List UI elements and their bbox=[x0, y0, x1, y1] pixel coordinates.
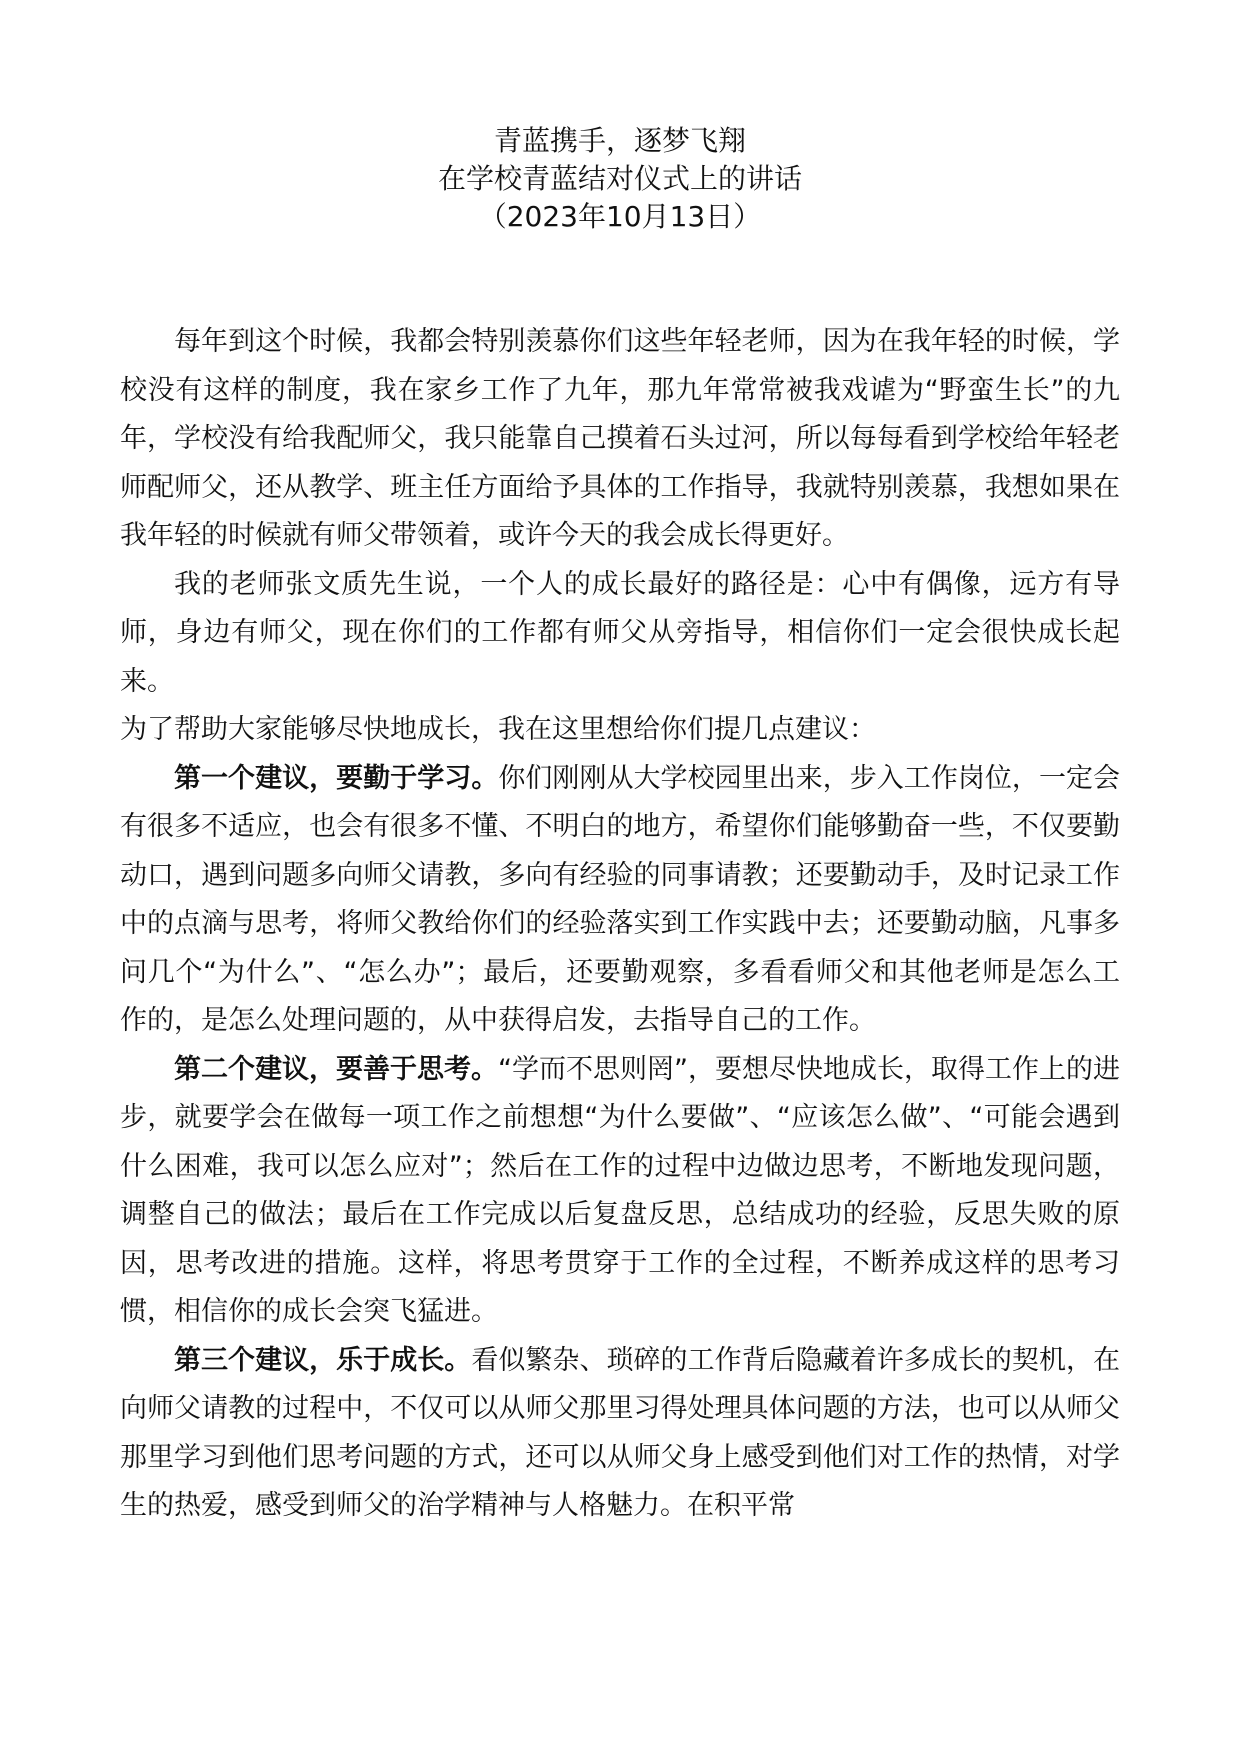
document-subtitle: 在学校青蓝结对仪式上的讲话 bbox=[437, 162, 802, 195]
paragraph-3 bbox=[120, 706, 1120, 755]
paragraph-suggestion-3 bbox=[120, 1337, 1120, 1531]
paragraph-text: “学而不思则罔”，要想尽快地成长，取得工作上的进步，就要学会在做每一项工作之前想想“为什么要做”、“应该怎么做”、“可能会遇到什么困难，我可以怎么应对”；然后在工作的过程中边做边思考，不断地发现问题，调整自己的做法；最后在工作完成以后复盘反思，总结成功的经验，反思失败的原因，思考改进的措施。这样，将思考贯穿于工作的全过程，不断养成这样的思考习惯，相信你的成长会突飞猛进。 bbox=[120, 1053, 1121, 1327]
paragraph-1 bbox=[120, 318, 1120, 561]
paragraph-suggestion-1 bbox=[120, 755, 1120, 1046]
suggestion-heading: 第二个建议，要善于思考。 bbox=[174, 1053, 499, 1085]
paragraph-suggestion-2 bbox=[120, 1046, 1120, 1337]
suggestion-heading: 第一个建议，要勤于学习。 bbox=[174, 762, 499, 794]
paragraph-text: 你们刚刚从大学校园里出来，步入工作岗位，一定会有很多不适应，也会有很多不懂、不明白的地方，希望你们能够勤奋一些，不仅要勤动口，遇到问题多向师父请教，多向有经验的同事请教；还要勤动手，及时记录工作中的点滴与思考，将师父教给你们的经验落实到工作实践中去；还要勤动脑，凡事多问几个“为什么”、“怎么办”；最后，还要勤观察，多看看师父和其他老师是怎么工作的，是怎么处理问题的，从中获得启发，去指导自己的工作。 bbox=[120, 762, 1121, 1036]
paragraph-text: 看似繁杂、琐碎的工作背后隐藏着许多成长的契机，在向师父请教的过程中，不仅可以从师父那里习得处理具体问题的方法，也可以从师父那里学习到他们思考问题的方式，还可以从师父身上感受到他们对工作的热情，对学生的热爱，感受到师父的治学精神与人格魅力。在积平常 bbox=[120, 1344, 1121, 1521]
title-block bbox=[0, 122, 1240, 236]
document-body bbox=[120, 318, 1120, 1531]
paragraph-2 bbox=[120, 561, 1120, 707]
paragraph-text: 为了帮助大家能够尽快地成长，我在这里想给你们提几点建议： bbox=[120, 714, 876, 745]
document-date: （2023年10月13日） bbox=[478, 200, 762, 233]
suggestion-heading: 第三个建议，乐于成长。 bbox=[174, 1344, 472, 1376]
paragraph-text: 每年到这个时候，我都会特别羡慕你们这些年轻老师，因为在我年轻的时候，学校没有这样的制度，我在家乡工作了九年，那九年常常被我戏谑为“野蛮生长”的九年，学校没有给我配师父，我只能靠自己摸着石头过河，所以每每看到学校给年轻老师配师父，还从教学、班主任方面给予具体的工作指导，我就特别羡慕，我想如果在我年轻的时候就有师父带领着，或许今天的我会成长得更好。 bbox=[120, 326, 1120, 551]
paragraph-text: 我的老师张文质先生说，一个人的成长最好的路径是：心中有偶像，远方有导师，身边有师父，现在你们的工作都有师父从旁指导，相信你们一定会很快成长起来。 bbox=[120, 568, 1120, 697]
document-title: 青蓝携手，逐梦飞翔 bbox=[493, 124, 746, 157]
